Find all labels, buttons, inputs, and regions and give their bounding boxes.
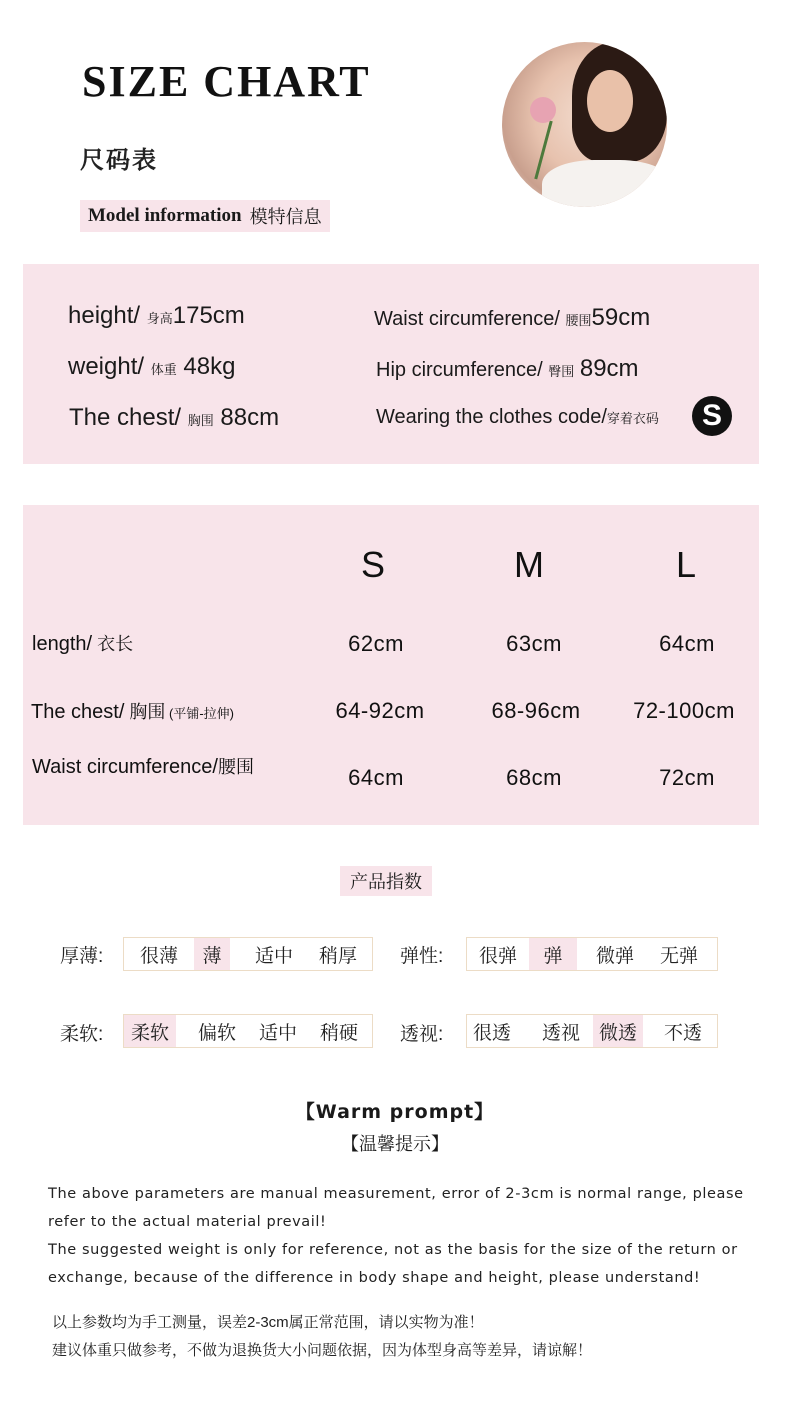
warm-prompt-title-en: 【Warm prompt】 — [295, 1101, 495, 1123]
waist-label: Waist circumference/ — [374, 308, 560, 330]
wear-label: Wearing the clothes code/ — [376, 406, 607, 428]
scale-option: 很薄 — [139, 945, 178, 967]
row-label-en: length/ — [32, 633, 93, 655]
page-title: SIZE CHART — [82, 57, 371, 106]
wear-cn: 穿着衣码 — [606, 411, 659, 426]
warm-prompt-title-cn: 【温馨提示】 — [341, 1134, 449, 1154]
row-label-note: (平铺-拉伸) — [165, 706, 235, 721]
scale-option: 微弹 — [595, 945, 634, 967]
weight-label: weight/ — [68, 353, 145, 380]
row-label-en: The chest/ — [31, 701, 125, 723]
row-label-cn: 胸围 — [124, 702, 166, 722]
table-cell: 72-100cm — [633, 698, 735, 723]
photo-rose — [530, 97, 556, 123]
table-cell: 63cm — [506, 631, 562, 656]
prompt-paragraph-2: The suggested weight is only for reference, not as the basis for the size of the return or exchange, because of the difference in body shape and height, please understand! — [48, 1242, 738, 1286]
table-cell: 72cm — [659, 765, 715, 790]
waist-value: 59cm — [591, 304, 651, 331]
scale-label-elasticity: 弹性: — [400, 946, 444, 967]
size-header-m: M — [514, 544, 544, 585]
row-label-chest — [31, 698, 234, 724]
size-header-s: S — [360, 544, 385, 585]
scale-label-transparency: 透视: — [400, 1024, 444, 1045]
prompt-paragraph-1: The above parameters are manual measurement, error of 2-3cm is normal range, please refer to the actual material prevail! — [48, 1186, 744, 1230]
weight-value: 48kg — [183, 353, 236, 380]
scale-option: 偏软 — [197, 1022, 236, 1044]
photo-lace — [542, 160, 667, 207]
scale-option: 不透 — [663, 1022, 702, 1044]
model-wearing-size — [376, 406, 659, 429]
scale-option: 很透 — [472, 1022, 511, 1044]
scale-option: 无弹 — [659, 945, 698, 967]
scale-option: 很弹 — [478, 945, 517, 967]
chest-value: 88cm — [220, 404, 280, 431]
height-cn: 身高 — [146, 311, 173, 326]
model-waist — [374, 304, 650, 332]
hip-value: 89cm — [579, 355, 639, 382]
table-cell: 64cm — [348, 765, 404, 790]
scale-option: 透视 — [541, 1022, 580, 1044]
chest-label: The chest/ — [69, 404, 182, 431]
height-value: 175cm — [172, 302, 245, 329]
prompt-paragraph-cn-2: 建议体重只做参考，不做为退换货大小问题依据，因为体型身高等差异，请谅解！ — [52, 1342, 593, 1359]
scale-elasticity — [466, 937, 718, 971]
model-height — [68, 302, 245, 330]
scale-option: 稍厚 — [318, 945, 357, 967]
table-cell: 68cm — [506, 765, 562, 790]
size-header-l: L — [675, 544, 697, 585]
table-cell: 64-92cm — [335, 698, 425, 723]
hip-label: Hip circumference/ — [376, 359, 543, 381]
row-label-cn: 衣长 — [92, 634, 134, 654]
row-label-cn: 腰围 — [217, 757, 254, 777]
scale-option: 适中 — [258, 1022, 297, 1044]
row-label-length — [32, 630, 133, 656]
scale-transparency — [466, 1014, 718, 1048]
scale-option-selected: 弹 — [529, 938, 577, 970]
hip-cn: 臀围 — [548, 364, 575, 379]
page-subtitle: 尺码表 — [80, 145, 158, 174]
scale-option: 适中 — [254, 945, 293, 967]
waist-cn: 腰围 — [565, 313, 592, 328]
scale-thickness — [123, 937, 373, 971]
photo-face — [587, 70, 633, 132]
weight-cn: 体重 — [150, 362, 177, 377]
model-tag-en: Model information — [88, 205, 242, 226]
model-weight — [68, 353, 235, 381]
table-cell: 62cm — [348, 631, 404, 656]
scale-label-thickness: 厚薄: — [60, 946, 104, 967]
table-cell: 64cm — [659, 631, 715, 656]
row-label-waist — [32, 753, 254, 779]
scale-option-selected: 薄 — [194, 938, 230, 970]
model-hip — [376, 355, 639, 383]
chest-cn: 胸围 — [187, 413, 214, 428]
table-cell: 68-96cm — [491, 698, 581, 723]
size-s-badge: S — [692, 396, 732, 436]
model-chest — [69, 404, 279, 432]
scale-option: 稍硬 — [319, 1022, 358, 1044]
model-tag-cn: 模特信息 — [249, 207, 322, 227]
product-index-title: 产品指数 — [340, 866, 432, 896]
prompt-paragraph-cn-1: 以上参数均为手工测量，误差2-3cm属正常范围，请以实物为准！ — [52, 1314, 484, 1331]
height-label: height/ — [68, 302, 141, 329]
row-label-en: Waist circumference/ — [32, 756, 218, 778]
scale-option-selected: 柔软 — [124, 1015, 176, 1047]
scale-label-softness: 柔软: — [60, 1024, 104, 1045]
scale-softness — [123, 1014, 373, 1048]
scale-option-selected: 微透 — [593, 1015, 643, 1047]
model-info-tag — [80, 200, 330, 232]
model-photo — [502, 42, 667, 207]
